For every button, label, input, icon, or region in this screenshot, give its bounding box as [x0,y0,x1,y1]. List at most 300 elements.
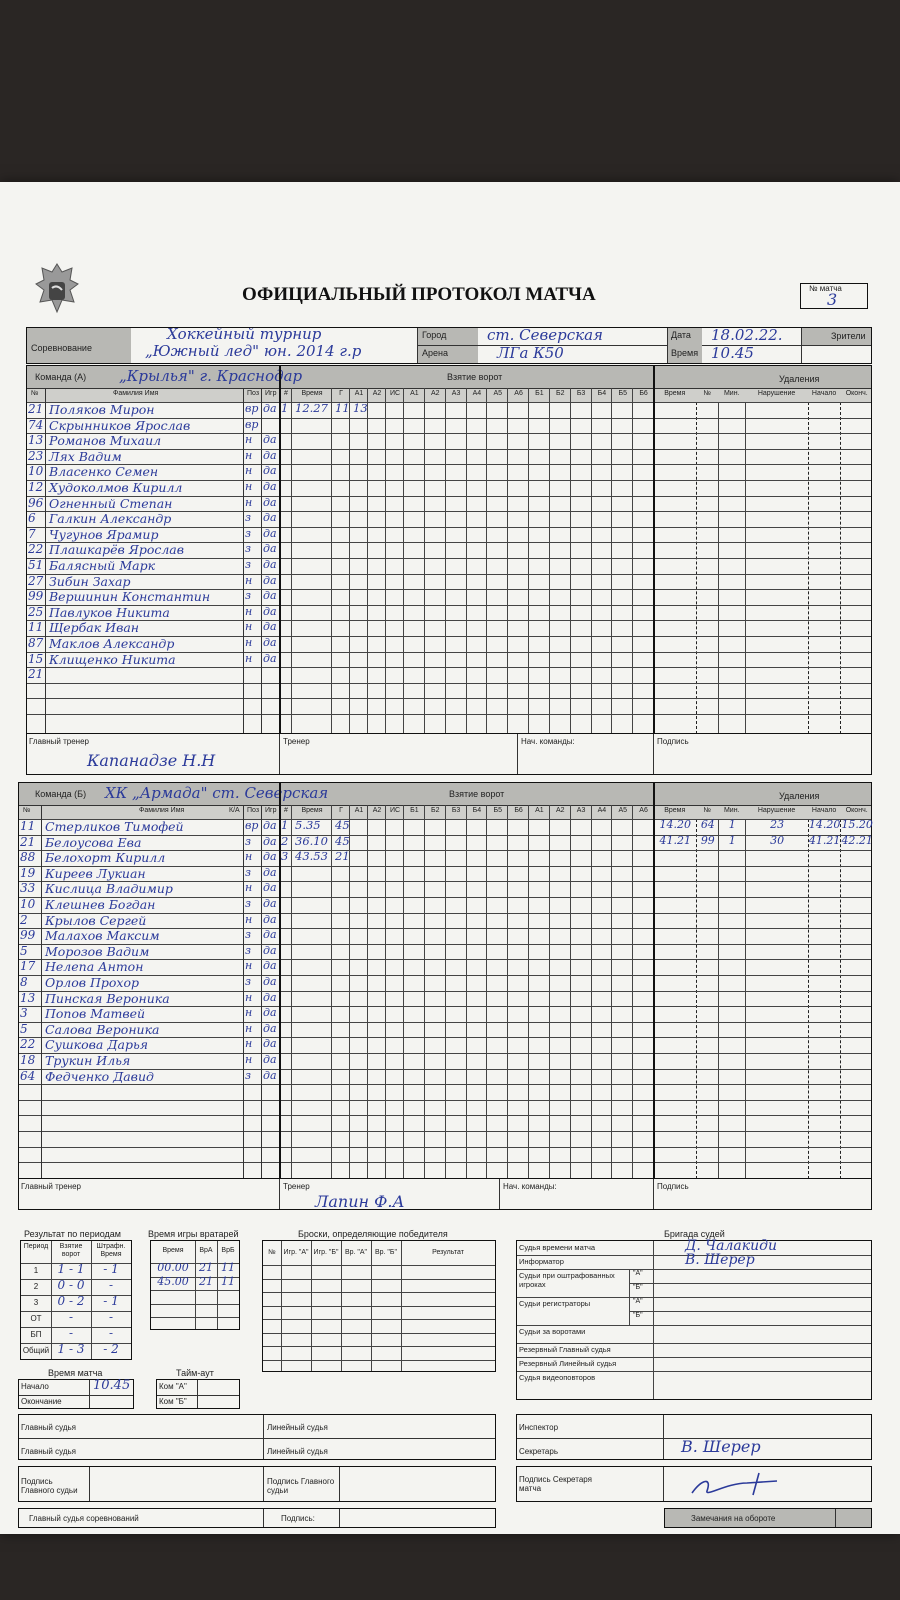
referee-role: Судьи при оштрафованных игроках [519,1271,615,1289]
player-position: з [245,526,251,540]
secretary-value: В. Шерер [681,1437,761,1456]
goal-col-header: Б1 [410,807,419,814]
goal-time: 36.10 [295,833,328,848]
player-position: н [245,651,253,665]
goal-col-header: Время [301,390,323,397]
player-row [27,542,871,559]
goal-col-header: А5 [618,807,628,814]
penalty-col-header: Начало [811,807,837,814]
player-number: 99 [20,928,36,943]
player-number: 15 [28,651,44,666]
goal-time: 43.53 [295,849,328,864]
goal-a1: 13 [353,401,368,415]
goal-col-header: Б5 [493,807,502,814]
ref-ab-a: "А" [633,1298,643,1305]
referee-name: В. Шерер [685,1252,755,1268]
player-played: да [263,865,277,879]
player-number: 96 [28,495,44,510]
player-number: 88 [20,850,36,865]
team-b-trainer: Лапин Ф.А [315,1192,405,1211]
player-position: з [245,511,251,525]
goal-col-header: А4 [472,390,482,397]
period-penalty: - 1 [103,1294,119,1308]
referee-role: Информатор [519,1257,564,1266]
shootout-col-header: Вр. "Б" [374,1249,397,1256]
shootout-col-header: Игр. "Б" [313,1249,339,1256]
player-number: 5 [20,1021,28,1036]
player-row [19,897,871,914]
player-number: 12 [28,480,44,494]
goal-col-header: А1 [354,807,364,814]
player-position: н [245,959,253,973]
timeout-table: Ком "А" Ком "Б" [156,1379,240,1409]
goalie-col-header: ВрА [199,1247,213,1254]
player-position: н [245,1037,253,1051]
player-played: да [263,881,277,895]
player-position: н [245,480,253,493]
player-position: н [245,850,253,864]
team-a-section: Команда (А) „Крылья" г. Краснодар Взятие ворот Удаления № Фамилия Имя Поз Игр # Время Г А1 А2 ИС А1 А2 А3 А4 А5 А6 Б1 Б2 Б3 Б4 Б5 Б6 Время № Мин. Нарушение Начало Оконч. 21 Поляков Мирон вр да 74 Скрынников Ярослав вр 13 Романов Михаил н да 23 Лях Вадим н да 10 Власенко Семен н да 12 Худоколмов Кирилл н да 96 Огненный Степан н да 6 Галкин Александр з да 7 Чугунов Ярамир з да 22 Плашкарёв Ярослав з да 51 Балясный Марк з да 27 Зибин Захар н да 99 Вершинин Константин з да 25 Павлуков Никита н да 11 Щербак Иван н да 87 Маклов Александр н да 15 Клищенко Никита н да 21 1 12.27 11 13 Главный тренер Капанадзе Н.Н Тренер Нач. команды: Подпись [26,365,872,775]
player-number: 3 [20,1006,28,1021]
player-row [19,928,871,945]
player-position: з [245,834,251,848]
date-value: 18.02.22. [711,326,783,344]
player-row [19,1147,871,1164]
city-value: ст. Северская [487,326,603,344]
goalie-b: 11 [221,1261,235,1274]
player-played: да [263,433,277,447]
player-number: 7 [28,526,36,541]
player-row [27,418,871,435]
player-played: да [263,850,277,864]
goal-col-header: А1 [410,390,419,397]
referee-role: Резервный Главный судья [519,1345,611,1354]
player-row [19,1069,871,1086]
player-position: н [245,573,253,587]
match-number: 3 [827,290,838,309]
penalty-col-header: Время [664,807,686,814]
player-name: Малахов Максим [45,928,160,944]
period-penalty: - 1 [103,1262,119,1276]
goal-col-header: А2 [372,807,382,814]
goal-col-header: Б6 [639,390,648,397]
player-number: 2 [20,912,28,927]
player-position: з [245,1068,251,1082]
player-name: Орлов Прохор [45,975,139,990]
player-number: 27 [28,573,44,588]
player-played: да [263,636,277,649]
goal-col-header: А2 [555,807,565,814]
player-row [27,480,871,497]
goal-col-header: Б6 [514,807,523,814]
player-row [27,667,871,684]
penalty-col-header: Мин. [723,807,740,814]
player-row [19,944,871,961]
player-row [27,558,871,575]
player-position: н [245,448,253,462]
goal-col-header: Г [339,807,343,814]
player-row [19,1084,871,1101]
chief-referee-box: Главный судья соревнований Подпись: [18,1508,496,1528]
player-name: Сушкова Дарья [45,1037,149,1053]
penalty-col-header: Время [664,390,686,397]
player-position: з [245,865,251,879]
player-row [19,866,871,883]
penalty-start: 14.20 [808,818,841,831]
player-row [19,1037,871,1054]
player-played: да [263,542,277,556]
penalty-col-header: № [703,390,712,397]
penalty-code: 23 [770,818,785,831]
player-number: 99 [28,589,44,604]
referee-role: Резервный Линейный судья [519,1359,617,1368]
player-name: Лях Вадим [49,448,122,464]
player-name: Маклов Александр [49,636,175,651]
player-played: да [263,943,277,957]
player-played: да [263,819,277,832]
penalty-min: 1 [728,833,736,847]
player-row [27,433,871,450]
player-played: да [263,558,277,571]
player-number: 13 [20,990,36,1005]
goal-col-header: А6 [514,390,523,397]
player-position: з [245,897,251,910]
competition-name-line2: „Южный лед" юн. 2014 г.р [145,342,362,360]
period-goals: - [68,1326,74,1340]
player-row [19,991,871,1008]
period-goals: 1 - 3 [57,1342,85,1356]
player-played: да [263,495,277,509]
player-played: да [263,1037,277,1051]
match-number-box: № матча 3 [800,283,868,309]
player-row [27,402,871,419]
player-played: да [263,604,277,618]
goal-col-header: А6 [639,807,648,814]
player-row [19,1131,871,1148]
player-number: 10 [28,464,44,479]
player-played: да [263,448,277,462]
period-goals: 1 - 1 [57,1262,85,1276]
goal-col-header: А1 [535,807,544,814]
team-a-name: „Крылья" г. Краснодар [119,367,303,385]
player-row [27,636,871,653]
player-played: да [263,573,277,587]
match-start: 10.45 [93,1378,131,1393]
player-position: н [245,433,253,447]
time-value: 10.45 [711,344,754,362]
player-name: Трукин Илья [45,1053,131,1068]
shootout-table [262,1240,496,1372]
player-name: Салова Вероника [45,1021,160,1037]
player-name: Кислица Владимир [45,881,173,897]
player-position: вр [245,402,259,415]
player-played: да [263,1068,277,1082]
player-played: да [263,897,277,910]
goal-col-header: Б2 [430,807,440,814]
goal-g: 11 [335,401,350,415]
player-played: да [263,464,277,478]
player-row [27,714,871,731]
player-played: да [263,402,277,415]
player-position: н [245,912,253,926]
period-label: БП [30,1330,42,1339]
period-label: 1 [33,1266,39,1275]
player-played: да [263,990,277,1004]
goalie-col-header: ВрБ [221,1247,235,1254]
player-position: н [245,636,253,649]
penalty-end: 42.21 [841,833,873,847]
player-name: Поляков Мирон [49,402,155,417]
player-row [19,1053,871,1070]
player-played: да [263,589,277,603]
periods-col-header: Штрафн. Время [96,1243,126,1258]
player-name: Белохорт Кирилл [45,850,166,866]
penalty-col-header: Мин. [723,390,740,397]
goal-col-header: # [284,390,288,397]
player-name: Худоколмов Кирилл [49,480,183,495]
player-row [19,850,871,867]
secretary-signature-icon [687,1469,787,1504]
goal-col-header: А2 [430,390,440,397]
player-row [19,881,871,898]
shootout-col-header: Игр. "А" [283,1249,309,1256]
player-position: з [245,975,251,988]
player-row [27,652,871,669]
player-played: да [263,620,277,634]
player-number: 33 [20,881,36,896]
player-position: вр [245,417,259,431]
player-row [19,975,871,992]
goal-g: 21 [335,849,350,864]
goal-col-header: Б3 [451,807,461,814]
player-name: Клешнев Богдан [45,897,156,912]
player-played: да [263,1021,277,1035]
periods-table [20,1240,132,1360]
goalie-a: 21 [199,1274,213,1288]
goal-col-header: # [284,807,288,814]
player-number: 17 [20,959,36,974]
player-number: 21 [20,834,36,849]
penalty-col-header: Нарушение [757,807,796,814]
period-penalty: - [108,1326,114,1340]
goal-g: 45 [335,833,350,848]
federation-logo-icon [32,260,82,318]
period-label: 2 [33,1282,39,1291]
player-name: Павлуков Никита [49,604,170,620]
competition-header: Соревнование Хоккейный турнир „Южный лед" юн. 2014 г.р Город Арена ст. Северская ЛГа К50 Дата Время 18.02.22. 10.45 Зрители [26,327,872,364]
period-penalty: - [108,1310,114,1324]
player-number: 11 [28,620,44,635]
player-played: да [263,912,277,926]
player-position: н [245,495,253,509]
goal-col-header: Б5 [618,390,627,397]
player-played: да [263,834,277,848]
player-row [27,683,871,700]
player-position: н [245,1006,253,1020]
remarks-box: Замечания на обороте [664,1508,872,1528]
player-name: Власенко Семен [49,464,159,480]
player-row [19,1100,871,1117]
player-number: 22 [28,542,44,557]
player-name: Пинская Вероника [45,990,170,1006]
goal-col-header: А3 [451,390,461,397]
period-label: ОТ [30,1314,42,1323]
goal-n: 2 [281,833,289,848]
referees-table [516,1240,872,1400]
player-played: да [263,1006,277,1020]
player-position: н [245,1021,253,1035]
player-position: н [245,1053,253,1066]
shootout-col-header: № [268,1249,276,1256]
player-played: да [263,511,277,525]
player-played: да [263,959,277,973]
goal-n: 1 [281,818,289,832]
player-name: Белоусова Ева [45,834,142,850]
player-number: 6 [28,511,36,526]
arena-value: ЛГа К50 [497,344,564,362]
inspector-box: Инспектор Секретарь В. Шерер [516,1414,872,1460]
team-a-coach: Капанадзе Н.Н [87,751,216,770]
goalie-col-header: Время [162,1247,184,1254]
referee-role: Судья видеоповторов [519,1373,596,1382]
player-name: Зибин Захар [49,573,131,589]
player-position: н [245,881,253,895]
player-number: 87 [28,636,44,650]
player-number: 19 [20,865,36,880]
player-name: Морозов Вадим [45,943,150,959]
goal-col-header: А4 [597,807,607,814]
period-goals: 0 - 2 [57,1294,85,1308]
goal-col-header: А2 [372,390,382,397]
player-row [27,605,871,622]
player-position: з [245,943,251,957]
referee-role: Судья времени матча [519,1243,596,1252]
player-number: 21 [28,667,44,682]
periods-col-header: Взятие ворот [59,1243,83,1258]
penalty-col-header: Начало [811,390,837,397]
goalie-a: 21 [199,1261,213,1274]
referee-role: Судьи регистраторы [519,1299,591,1308]
player-name: Романов Михаил [49,433,162,449]
player-number: 10 [20,897,36,911]
goalie-t: 00.00 [157,1261,189,1274]
player-row [27,496,871,513]
goal-col-header: Б3 [576,390,586,397]
player-number: 23 [28,448,44,463]
goal-col-header: Б4 [597,390,607,397]
player-row [27,698,871,715]
team-b-section: Команда (Б) ХК „Армада" ст. Северская Взятие ворот Удаления № Фамилия Имя К/А Поз Игр # Время Г А1 А2 ИС Б1 Б2 Б3 Б4 Б5 Б6 А1 А2 А3 А4 А5 А6 Время № Мин. Нарушение Начало Оконч. 11 Стерликов Тимофей вр да 21 Белоусова Ева з да 88 Белохорт Кирилл н да 19 Киреев Лукиан з да 33 Кислица Владимир н да 10 Клешнев Богдан з да 2 Крылов Сергей н да 99 Малахов Максим з да 5 Морозов Вадим з да 17 Нелепа Антон н да 8 Орлов Прохор з да 13 Пинская Вероника н да 3 Попов Матвей н да 5 Салова Вероника н да 22 Сушкова Дарья н да 18 Трукин Илья н да 64 Федченко Давид з да 1 5.35 45 2 36.10 45 3 43.53 21 14.20 64 1 23 14.20 15.20 41.21 99 1 30 41.21 42.21 Главный тренер Тренер Лапин Ф.А Нач. команды: Подпись [20,784,873,1211]
goal-col-header: Б2 [555,390,565,397]
player-name: Попов Матвей [45,1006,146,1022]
period-penalty: - 2 [103,1342,119,1356]
player-position: з [245,558,251,571]
player-position: з [245,589,251,603]
player-number: 11 [20,819,36,833]
player-played: да [263,928,277,942]
player-row [19,1006,871,1023]
player-position: вр [245,819,259,832]
player-number: 5 [20,943,28,958]
player-position: н [245,990,253,1004]
period-penalty: - [108,1278,114,1292]
competition-name: Хоккейный турнир [167,325,322,343]
player-number: 21 [28,402,44,416]
shootout-col-header: Вр. "А" [344,1249,368,1256]
player-row [19,913,871,930]
protocol-sheet: ОФИЦИАЛЬНЫЙ ПРОТОКОЛ МАТЧА № матча 3 Соревнование Хоккейный турнир „Южный лед" юн. 2014 г.р Город Арена ст. Северская ЛГа К50 Дата Время 18.02.22. 10.45 Зрители Команда (А) „Крылья" г. Краснодар Взятие ворот Удаления № Фамилия Имя Поз Игр # Время Г А1 А2 ИС А1 А2 А3 А4 А5 А6 Б1 Б2 Б3 Б4 Б5 Б6 Время № Мин. Нарушение Начало Оконч. 21 Поляков Мирон вр да 74 Скрынников Ярослав вр 13 Романов Михаил н да 23 Лях Вадим н да 10 Власенко Семен н да 12 Худоколмов Кирилл н да 96 Огненный Степан н да 6 Галкин Александр з да 7 Чугунов Ярамир з да 22 Плашкарёв Ярослав з да 51 Балясный Марк з да 27 Зибин Захар н да 99 Вершинин Константин з да 25 Павлуков Никита н да 11 Щербак Иван н да 87 Маклов Александр н да 15 Клищенко Никита н да 21 1 12.27 11 13 Главный тренер Капанадзе Н.Н Тренер Нач. команды: Подпись Команда (Б) ХК „Армада" ст. Северская Взятие ворот Удаления № Фамилия Имя К/А Поз Игр # Время Г А1 А2 ИС Б1 Б2 Б3 Б4 Б5 Б6 А1 А2 А3 А4 А5 А6 Время № Мин. Нарушение Начало Оконч. 11 Стерликов Тимофей вр да 21 Белоусова Ева з да 88 Белохорт Кирилл н да 19 Киреев Лукиан з да 33 Кислица Владимир н да 10 Клешнев Богдан з да 2 Крылов Сергей н да 99 Малахов Максим з да 5 Морозов Вадим з да 17 Нелепа Антон н да 8 Орлов Прохор з да 13 Пинская Вероника н да 3 Попов Матвей н да 5 Салова Вероника н да 22 Сушкова Дарья н да 18 Трукин Илья н да 64 Федченко Давид з да 1 5.35 45 2 36.10 45 3 43.53 21 14.20 64 1 23 14.20 15.20 41.21 99 1 30 41.21 42.21 Главный тренер Тренер Лапин Ф.А Нач. команды: Подпись Результат по периодам Период Взятие ворот Штрафн. Время 1 1 - 1 - 1 2 0 - 0 - 3 0 - 2 - 1 ОТ - - БП - - Общий 1 - 3 - 2 Время игры вратарей Время ВрА ВрБ 00.00 21 11 45.00 21 11 Броски, определяющие победителя № Игр. "А" Игр. "Б" Вр. "А" Вр. "Б" Результат Бригада судей Судья времени матча Д. Чалакиди Информатор В. Шерер Судьи при оштрафованных игроках "А" "Б" Судьи регистраторы "А" "Б" Судьи за воротами Резервный Главный судья Резервный Линейный судья Судья видеоповторов Время матча Начало 10.45 Окончание Тайм-аут Ком "А" Ком "Б" Главный судья Главный судья Линейный судья Линейный судья Инспектор Секретарь В. Шерер Подпись Главного судьи Подпись Главного судьи Подпись Секретаря матча Главный судья соревнований Подпись: Замечания на обороте [0,182,900,1534]
player-name: Щербак Иван [49,620,140,636]
penalty-no: 64 [700,818,715,831]
player-name: Галкин Александр [49,511,172,527]
player-played: да [263,526,277,540]
team-b-name: ХК „Армада" ст. Северская [105,784,329,802]
goalie-time-table [150,1240,240,1330]
player-played: да [263,975,277,988]
match-time-table: Начало 10.45 Окончание [18,1379,134,1409]
goal-col-header: ИС [389,390,401,397]
player-row [27,527,871,544]
player-row [27,574,871,591]
penalty-time: 41.21 [659,833,691,847]
player-number: 51 [28,558,44,572]
penalty-min: 1 [728,818,736,831]
period-label: 3 [33,1298,39,1307]
penalty-col-header: Оконч. [845,807,868,814]
player-name: Вершинин Константин [49,589,211,605]
shootout-col-header: Результат [432,1249,464,1256]
player-row [27,620,871,637]
ref-ab-b: "Б" [633,1284,643,1291]
main-referees-box: Главный судья Главный судья Линейный судья Линейный судья [18,1414,496,1460]
player-position: н [245,604,253,618]
goal-g: 45 [335,818,350,832]
signatures-box: Подпись Главного судьи Подпись Главного судьи [18,1466,496,1502]
penalty-col-header: № [703,807,712,814]
period-goals: - [68,1310,74,1324]
player-number: 64 [20,1068,36,1083]
player-number: 22 [20,1037,36,1052]
player-name: Плашкарёв Ярослав [49,542,185,558]
player-number: 18 [20,1053,36,1067]
player-name: Нелепа Антон [45,959,144,975]
player-row [19,1162,871,1179]
referee-name: Д. Чалакиди [685,1238,777,1254]
player-position: н [245,464,253,478]
player-name: Стерликов Тимофей [45,819,184,834]
player-name: Огненный Степан [49,495,173,511]
periods-col-header: Период [23,1243,49,1250]
player-name: Федченко Давид [45,1068,154,1084]
player-name: Скрынников Ярослав [49,417,191,433]
goal-time: 12.27 [295,401,328,415]
penalty-code: 30 [770,833,785,847]
penalty-end: 15.20 [841,818,873,831]
player-number: 8 [20,975,28,989]
player-row [19,959,871,976]
penalty-col-header: Нарушение [757,390,796,397]
player-name: Балясный Марк [49,558,156,573]
player-name: Чугунов Ярамир [49,526,159,542]
goal-col-header: Время [301,807,323,814]
goal-time: 5.35 [295,818,321,832]
player-number: 74 [28,417,44,432]
player-played: да [263,1053,277,1066]
ref-ab-a: "А" [633,1270,643,1277]
goal-col-header: Г [339,390,343,397]
goal-n: 1 [281,401,289,415]
goal-col-header: ИС [389,807,401,814]
